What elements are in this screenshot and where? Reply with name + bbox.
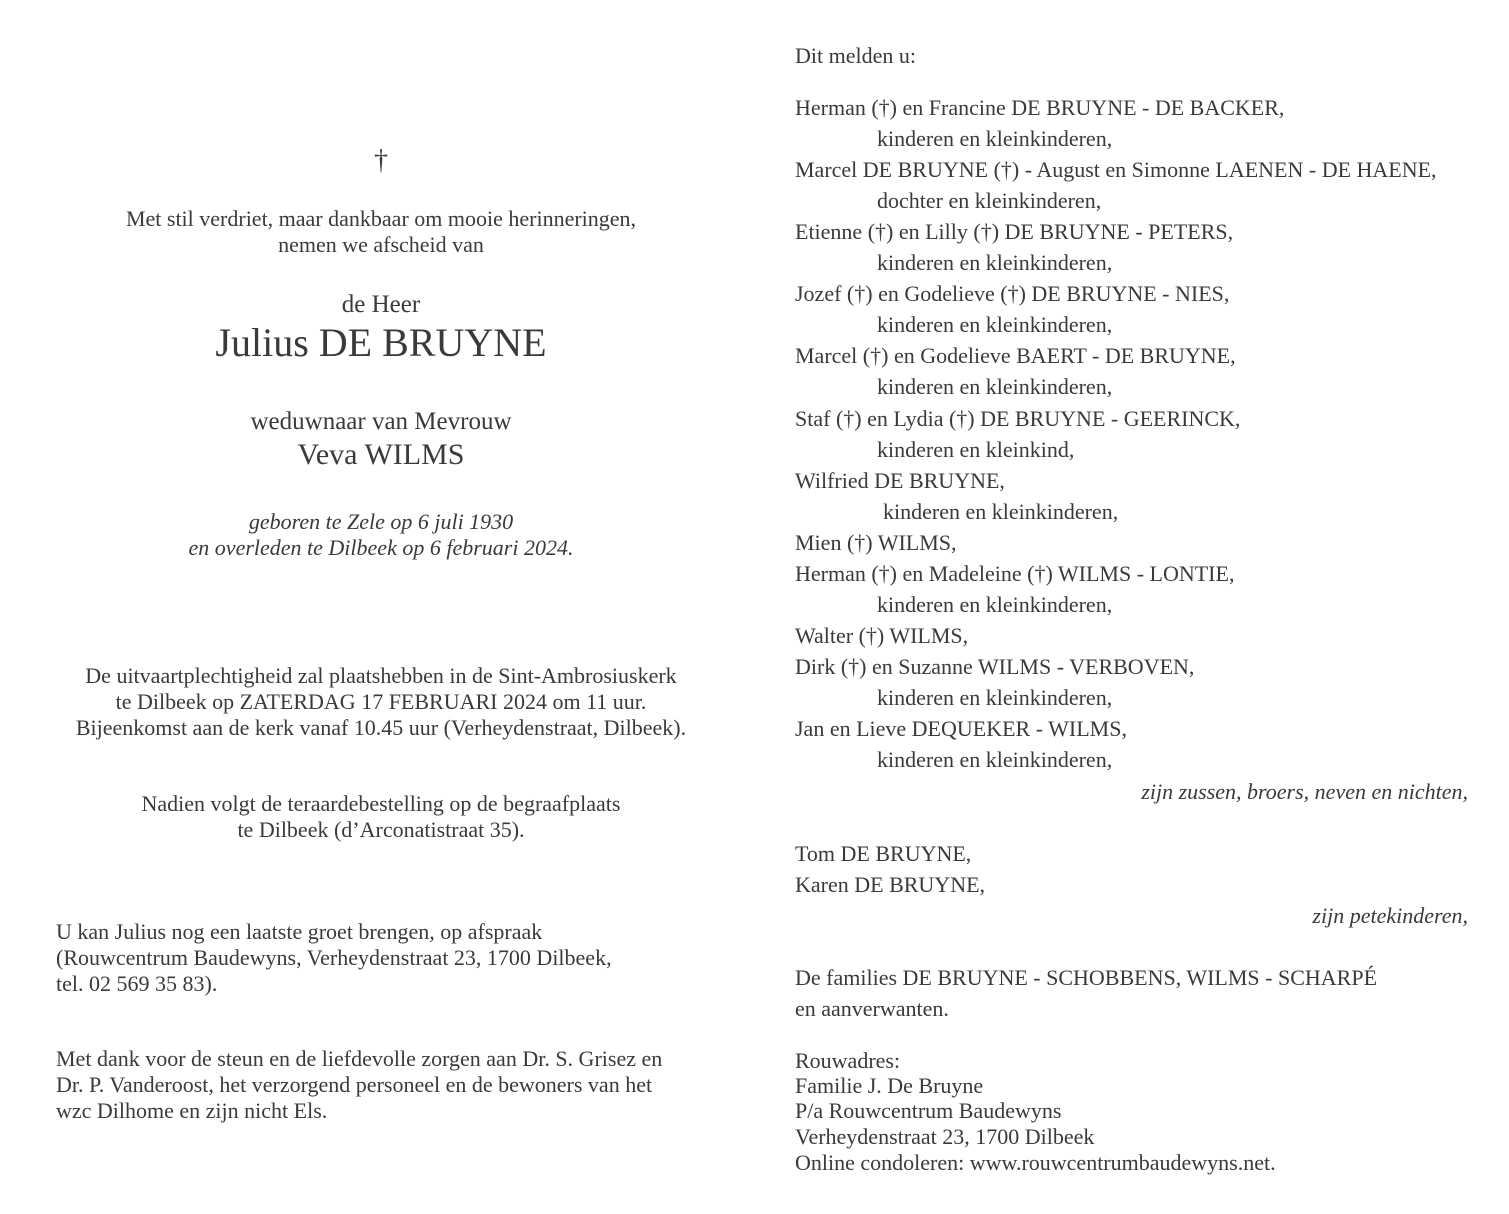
death-line: en overleden te Dilbeek op 6 februari 2024. [188,535,574,560]
family-line: Herman (†) en Madeleine (†) WILMS - LONTIE, [795,561,1235,586]
funeral-line-2: te Dilbeek op ZATERDAG 17 FEBRUARI 2024 om 11 uur. [115,689,647,714]
family-subline: kinderen en kleinkinderen, [877,685,1113,710]
family-line: Herman (†) en Francine DE BRUYNE - DE BACKER, [795,95,1285,120]
family-line: Wilfried DE BRUYNE, [795,468,1005,493]
family-subline: kinderen en kleinkinderen, [877,592,1113,617]
visit-info [56,919,736,997]
family-subline: kinderen en kleinkinderen, [877,126,1113,151]
address-line: Verheydenstraat 23, 1700 Dilbeek [795,1124,1095,1149]
family-subline: kinderen en kleinkinderen, [877,312,1113,337]
visit-line-1: U kan Julius nog een laatste groet brengen, op afspraak [56,919,543,944]
spouse-name: Veva WILMS [297,438,465,471]
honorific: de Heer [341,291,421,318]
funeral-line-1: De uitvaartplechtigheid zal plaatshebben in de Sint-Ambrosiuskerk [85,663,677,688]
condolence-link[interactable]: Online condoleren: www.rouwcentrumbaudewyns.net. [795,1150,1276,1175]
funeral-info [40,663,722,741]
birth-line: geboren te Zele op 6 juli 1930 [248,509,514,534]
family-subline: kinderen en kleinkinderen, [877,374,1113,399]
announcement-heading: Dit melden u: [795,43,916,68]
family-line: Marcel (†) en Godelieve BAERT - DE BRUYNE, [795,343,1236,368]
address-label: Rouwadres: [795,1048,901,1073]
family-line: Etienne (†) en Lilly (†) DE BRUYNE - PETERS, [795,219,1234,244]
family-subline: kinderen en kleinkinderen, [877,747,1113,772]
widow-of: weduwnaar van Mevrouw [250,408,512,435]
intro-text [40,206,722,258]
family-line: Mien (†) WILMS, [795,530,957,555]
family-line: Dirk (†) en Suzanne WILMS - VERBOVEN, [795,654,1195,679]
family-line: Jan en Lieve DEQUEKER - WILMS, [795,716,1127,741]
burial-info [40,791,722,843]
godchild-line: Karen DE BRUYNE, [795,872,986,897]
family-subline: kinderen en kleinkinderen, [883,499,1119,524]
family-subline: kinderen en kleinkind, [877,437,1075,462]
thanks-line-1: Met dank voor de steun en de liefdevolle zorgen aan Dr. S. Grisez en [56,1046,663,1071]
intro-line-1: Met stil verdriet, maar dankbaar om mooie herinneringen, [125,206,637,231]
family-line: Staf (†) en Lydia (†) DE BRUYNE - GEERINCK, [795,406,1241,431]
family-role: zijn zussen, broers, neven en nichten, [1141,779,1468,804]
burial-line-1: Nadien volgt de teraardebestelling op de begraafplaats [141,791,621,816]
deceased-name: Julius DE BRUYNE [215,320,547,365]
thanks-line-2: Dr. P. Vanderoost, het verzorgend personeel en de bewoners van het [56,1072,653,1097]
families-line: De families DE BRUYNE - SCHOBBENS, WILMS - SCHARPÉ [795,965,1378,990]
address-line: Familie J. De Bruyne [795,1073,984,1098]
family-line: Jozef (†) en Godelieve (†) DE BRUYNE - NIES, [795,281,1230,306]
thanks-line-3: wzc Dilhome en zijn nicht Els. [56,1098,328,1123]
visit-line-2: (Rouwcentrum Baudewyns, Verheydenstraat 23, 1700 Dilbeek, [56,945,612,970]
godchildren-role: zijn petekinderen, [1312,903,1468,928]
address-line: P/a Rouwcentrum Baudewyns [795,1098,1062,1123]
family-line: Marcel DE BRUYNE (†) - August en Simonne LAENEN - DE HAENE, [795,157,1437,182]
families-line: en aanverwanten. [795,996,949,1021]
family-subline: kinderen en kleinkinderen, [877,250,1113,275]
burial-line-2: te Dilbeek (d’Arconatistraat 35). [237,817,525,842]
life-dates [40,509,722,561]
funeral-line-3: Bijeenkomst aan de kerk vanaf 10.45 uur (Verheydenstraat, Dilbeek). [75,715,687,740]
visit-line-3: tel. 02 569 35 83). [56,971,218,996]
family-line: Walter (†) WILMS, [795,623,969,648]
godchild-line: Tom DE BRUYNE, [795,841,972,866]
intro-line-2: nemen we afscheid van [278,232,484,257]
cross-icon: † [374,145,388,176]
thanks-text [56,1046,736,1124]
family-subline: dochter en kleinkinderen, [877,188,1102,213]
